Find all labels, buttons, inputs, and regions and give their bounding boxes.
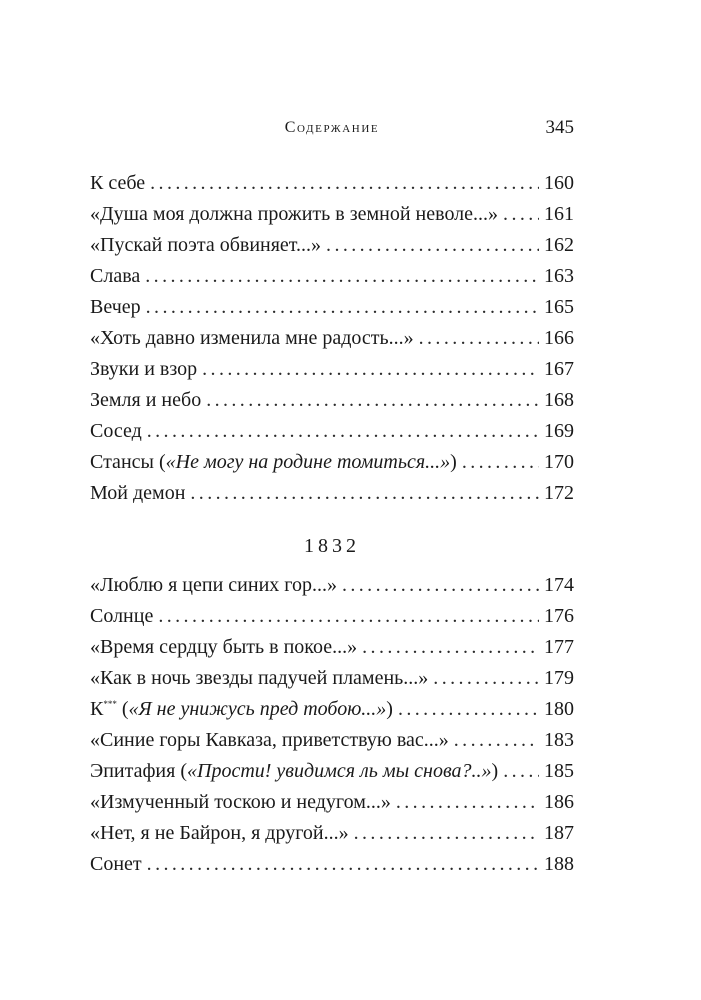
toc-entry[interactable] <box>90 199 574 230</box>
toc-entry-page: 167 <box>544 358 574 380</box>
toc-entry-page: 163 <box>544 265 574 287</box>
dot-leader <box>147 849 539 880</box>
toc-section-b <box>90 570 574 880</box>
toc-entry-page: 169 <box>544 420 574 442</box>
toc-entry[interactable] <box>90 385 574 416</box>
dot-leader <box>326 230 539 261</box>
toc-entry-page: 186 <box>544 791 574 813</box>
dot-leader <box>354 818 539 849</box>
dot-leader <box>147 416 539 447</box>
toc-entry-title: «Измученный тоскою и недугом...» <box>90 791 391 813</box>
toc-entry[interactable] <box>90 849 574 880</box>
dot-leader <box>462 447 539 478</box>
toc-entry-title: «Хоть давно изменила мне радость...» <box>90 327 414 349</box>
toc-entry-page: 160 <box>544 172 574 194</box>
toc-entry-title: К*** («Я не унижусь пред тобою...») <box>90 698 393 720</box>
toc-entry-page: 177 <box>544 636 574 658</box>
toc-entry-page: 180 <box>544 698 574 720</box>
toc-entry-page: 179 <box>544 667 574 689</box>
toc-entry-title: Сонет <box>90 853 142 875</box>
running-title: Содержание <box>284 119 380 136</box>
toc-entry-title: «Пускай поэта обвиняет...» <box>90 234 322 256</box>
toc-entry[interactable] <box>90 168 574 199</box>
dot-leader <box>503 199 539 230</box>
toc-entry[interactable] <box>90 354 574 385</box>
dot-leader <box>433 663 539 694</box>
toc-entry-page: 176 <box>544 605 574 627</box>
dot-leader <box>454 725 539 756</box>
dot-leader <box>146 292 539 323</box>
dot-leader <box>150 168 539 199</box>
toc-entry[interactable] <box>90 725 574 756</box>
toc-entry-title: «Время сердцу быть в покое...» <box>90 636 358 658</box>
toc-entry-page: 162 <box>544 234 574 256</box>
page-header <box>90 115 574 143</box>
toc-entry[interactable] <box>90 787 574 818</box>
dot-leader <box>503 756 539 787</box>
dot-leader <box>362 632 539 663</box>
dot-leader <box>419 323 539 354</box>
toc-entry-page: 166 <box>544 327 574 349</box>
toc-entry-title: Слава <box>90 265 141 287</box>
page-number: 345 <box>545 117 574 138</box>
dot-leader <box>342 570 539 601</box>
toc-entry-page: 187 <box>544 822 574 844</box>
toc-entry-title: «Душа моя должна прожить в земной неволе...» <box>90 203 499 225</box>
toc-entry-page: 185 <box>544 760 574 782</box>
toc-entry-title: Звуки и взор <box>90 358 198 380</box>
dot-leader <box>398 694 539 725</box>
toc-entry-title: Солнце <box>90 605 154 627</box>
toc-entry-title: «Люблю я цепи синих гор...» <box>90 574 337 596</box>
toc-entry-page: 161 <box>544 203 574 225</box>
toc-section-a <box>90 168 574 509</box>
toc-entry[interactable] <box>90 478 574 509</box>
toc-entry-title: Мой демон <box>90 482 186 504</box>
dot-leader <box>206 385 539 416</box>
toc-entry-page: 183 <box>544 729 574 751</box>
toc-entry[interactable] <box>90 447 574 478</box>
toc-entry-title: Сосед <box>90 420 142 442</box>
toc-entry-page: 170 <box>544 451 574 473</box>
toc-entry[interactable] <box>90 663 574 694</box>
toc-entry[interactable] <box>90 261 574 292</box>
toc-entry-title: Эпитафия («Прости! увидимся ль мы снова?..») <box>90 760 499 782</box>
toc-entry-title: К себе <box>90 172 146 194</box>
toc-entry[interactable] <box>90 756 574 787</box>
toc-entry-page: 172 <box>544 482 574 504</box>
toc-entry-page: 168 <box>544 389 574 411</box>
dot-leader <box>145 261 539 292</box>
toc-entry-page: 188 <box>544 853 574 875</box>
dot-leader <box>396 787 539 818</box>
dot-leader <box>190 478 539 509</box>
toc-entry[interactable] <box>90 323 574 354</box>
toc-entry[interactable] <box>90 230 574 261</box>
toc-entry[interactable] <box>90 694 574 725</box>
toc-entry[interactable] <box>90 601 574 632</box>
toc-entry[interactable] <box>90 570 574 601</box>
toc-entry[interactable] <box>90 292 574 323</box>
year-heading: 1832 <box>304 535 360 557</box>
toc-entry-title: «Синие горы Кавказа, приветствую вас...» <box>90 729 449 751</box>
dot-leader <box>202 354 539 385</box>
toc-entry-title: Стансы («Не могу на родине томиться...») <box>90 451 457 473</box>
toc-entry-title: «Как в ночь звезды падучей пламень...» <box>90 667 429 689</box>
dot-leader <box>158 601 539 632</box>
toc-entry[interactable] <box>90 416 574 447</box>
toc-entry-title: «Нет, я не Байрон, я другой...» <box>90 822 349 844</box>
toc-entry-page: 165 <box>544 296 574 318</box>
toc-entry-title: Вечер <box>90 296 141 318</box>
toc-entry[interactable] <box>90 818 574 849</box>
toc-entry[interactable] <box>90 632 574 663</box>
toc-entry-page: 174 <box>544 574 574 596</box>
toc-entry-title: Земля и небо <box>90 389 202 411</box>
